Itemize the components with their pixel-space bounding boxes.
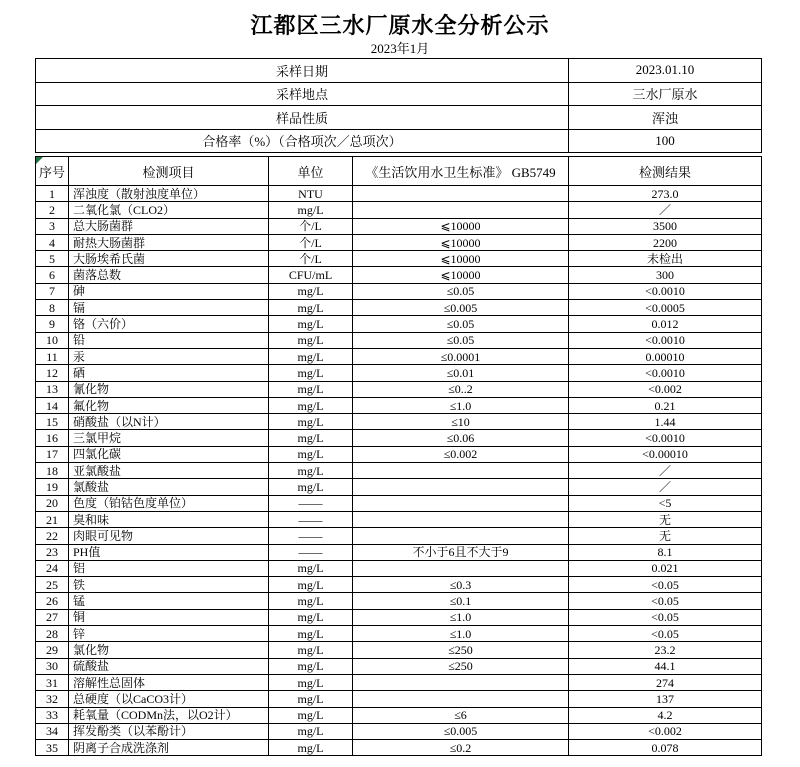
cell-index: 14: [36, 397, 69, 413]
cell-result: 300: [569, 267, 762, 283]
cell-index: 30: [36, 658, 69, 674]
cell-index: 5: [36, 251, 69, 267]
cell-standard: [353, 511, 569, 527]
cell-index: 34: [36, 723, 69, 739]
cell-index: 15: [36, 414, 69, 430]
summary-row: [36, 59, 762, 83]
cell-standard: [353, 479, 569, 495]
table-row: [36, 446, 762, 462]
table-row: [36, 300, 762, 316]
cell-result: <0.002: [569, 723, 762, 739]
cell-item-name: 镉: [69, 300, 269, 316]
cell-unit: mg/L: [269, 414, 353, 430]
cell-result: <0.0010: [569, 332, 762, 348]
table-row: [36, 544, 762, 560]
cell-result: <0.002: [569, 381, 762, 397]
cell-item-name: 总硬度（以CaCO3计）: [69, 691, 269, 707]
cell-standard: [353, 528, 569, 544]
cell-standard: ≤6: [353, 707, 569, 723]
table-row: [36, 723, 762, 739]
summary-value-cell: 三水厂原水: [569, 82, 762, 106]
cell-index: 9: [36, 316, 69, 332]
cell-index: 11: [36, 348, 69, 364]
cell-standard: ≤0.3: [353, 577, 569, 593]
cell-index: 10: [36, 332, 69, 348]
cell-standard: [353, 674, 569, 690]
table-row: [36, 365, 762, 381]
cell-index: 35: [36, 740, 69, 756]
cell-unit: mg/L: [269, 316, 353, 332]
cell-item-name: 锰: [69, 593, 269, 609]
cell-item-name: 耗氧量（CODMn法，以O2计）: [69, 707, 269, 723]
cell-result: 无: [569, 511, 762, 527]
table-row: [36, 658, 762, 674]
cell-standard: ≤0.005: [353, 723, 569, 739]
cell-item-name: 阴离子合成洗涤剂: [69, 740, 269, 756]
col-header-item: 检测项目: [69, 157, 269, 186]
table-row: [36, 186, 762, 202]
cell-unit: mg/L: [269, 609, 353, 625]
table-row: [36, 202, 762, 218]
table-row: [36, 283, 762, 299]
cell-unit: ——: [269, 511, 353, 527]
cell-result: 4.2: [569, 707, 762, 723]
cell-item-name: 硫酸盐: [69, 658, 269, 674]
results-table: [35, 156, 762, 756]
cell-result: 2200: [569, 234, 762, 250]
cell-result: <0.0010: [569, 365, 762, 381]
cell-result: <0.0010: [569, 283, 762, 299]
table-row: [36, 316, 762, 332]
cell-item-name: 砷: [69, 283, 269, 299]
cell-item-name: 氯酸盐: [69, 479, 269, 495]
cell-standard: ≤10: [353, 414, 569, 430]
cell-result: <5: [569, 495, 762, 511]
cell-standard: ≤0.1: [353, 593, 569, 609]
table-row: [36, 511, 762, 527]
col-header-result: 检测结果: [569, 157, 762, 186]
cell-index: 32: [36, 691, 69, 707]
cell-standard: ⩽10000: [353, 218, 569, 234]
cell-unit: ——: [269, 495, 353, 511]
cell-result: 0.012: [569, 316, 762, 332]
cell-item-name: 汞: [69, 348, 269, 364]
cell-standard: ⩽10000: [353, 251, 569, 267]
cell-result: <0.05: [569, 593, 762, 609]
cell-item-name: 铜: [69, 609, 269, 625]
table-row: [36, 609, 762, 625]
cell-item-name: 三氯甲烷: [69, 430, 269, 446]
cell-unit: mg/L: [269, 300, 353, 316]
cell-item-name: 大肠埃希氏菌: [69, 251, 269, 267]
table-row: [36, 218, 762, 234]
cell-unit: mg/L: [269, 430, 353, 446]
col-header-index-label: 序号: [38, 164, 65, 180]
cell-item-name: 色度（铂钴色度单位）: [69, 495, 269, 511]
cell-index: 21: [36, 511, 69, 527]
col-header-unit: 单位: [269, 157, 353, 186]
table-row: [36, 593, 762, 609]
cell-item-name: 铅: [69, 332, 269, 348]
table-row: [36, 495, 762, 511]
table-row: [36, 414, 762, 430]
cell-result: 0.078: [569, 740, 762, 756]
cell-item-name: 氟化物: [69, 397, 269, 413]
cell-unit: mg/L: [269, 348, 353, 364]
summary-label-cell: 样品性质: [36, 106, 569, 130]
cell-unit: mg/L: [269, 658, 353, 674]
summary-value-cell: 2023.01.10: [569, 59, 762, 83]
cell-unit: mg/L: [269, 577, 353, 593]
cell-unit: ——: [269, 528, 353, 544]
cell-unit: 个/L: [269, 218, 353, 234]
cell-index: 22: [36, 528, 69, 544]
cell-unit: mg/L: [269, 691, 353, 707]
cell-standard: ≤0.06: [353, 430, 569, 446]
cell-unit: mg/L: [269, 202, 353, 218]
green-corner-flag-icon: [36, 157, 43, 164]
cell-item-name: 硝酸盐（以N计）: [69, 414, 269, 430]
table-row: [36, 463, 762, 479]
cell-standard: ≤0.002: [353, 446, 569, 462]
cell-standard: ⩽10000: [353, 234, 569, 250]
cell-standard: ≤1.0: [353, 397, 569, 413]
cell-index: 16: [36, 430, 69, 446]
cell-item-name: 肉眼可见物: [69, 528, 269, 544]
cell-standard: [353, 463, 569, 479]
cell-item-name: 溶解性总固体: [69, 674, 269, 690]
cell-unit: mg/L: [269, 593, 353, 609]
cell-unit: mg/L: [269, 479, 353, 495]
cell-standard: ≤0..2: [353, 381, 569, 397]
cell-unit: mg/L: [269, 332, 353, 348]
cell-index: 18: [36, 463, 69, 479]
cell-standard: ≤0.05: [353, 316, 569, 332]
cell-index: 4: [36, 234, 69, 250]
cell-standard: [353, 202, 569, 218]
table-row: [36, 381, 762, 397]
table-row: [36, 528, 762, 544]
table-row: [36, 560, 762, 576]
cell-unit: mg/L: [269, 674, 353, 690]
cell-index: 24: [36, 560, 69, 576]
cell-item-name: 铁: [69, 577, 269, 593]
cell-index: 3: [36, 218, 69, 234]
cell-item-name: 铬（六价）: [69, 316, 269, 332]
cell-unit: mg/L: [269, 723, 353, 739]
cell-unit: mg/L: [269, 740, 353, 756]
cell-result: 0.021: [569, 560, 762, 576]
table-row: [36, 234, 762, 250]
cell-item-name: 氰化物: [69, 381, 269, 397]
cell-standard: 不小于6且不大于9: [353, 544, 569, 560]
cell-unit: mg/L: [269, 446, 353, 462]
cell-standard: ≤0.05: [353, 332, 569, 348]
cell-result: <0.0005: [569, 300, 762, 316]
cell-item-name: 菌落总数: [69, 267, 269, 283]
header-row: [36, 157, 762, 186]
summary-label-cell: 采样日期: [36, 59, 569, 83]
summary-row: [36, 82, 762, 106]
cell-unit: ——: [269, 544, 353, 560]
report-month: 2023年1月: [370, 41, 430, 56]
table-row: [36, 348, 762, 364]
cell-index: 12: [36, 365, 69, 381]
cell-result: ／: [569, 202, 762, 218]
summary-row: [36, 129, 762, 153]
table-row: [36, 397, 762, 413]
cell-unit: 个/L: [269, 251, 353, 267]
summary-label-cell: 合格率（%）（合格项次／总项次）: [36, 129, 569, 153]
cell-index: 17: [36, 446, 69, 462]
table-row: [36, 479, 762, 495]
summary-table: [35, 58, 762, 153]
cell-standard: ≤250: [353, 642, 569, 658]
summary-value-cell: 100: [569, 129, 762, 153]
cell-result: 1.44: [569, 414, 762, 430]
summary-row: [36, 106, 762, 130]
cell-result: <0.05: [569, 609, 762, 625]
cell-item-name: PH值: [69, 544, 269, 560]
col-header-index: [36, 157, 69, 186]
table-row: [36, 267, 762, 283]
cell-unit: mg/L: [269, 463, 353, 479]
summary-value-cell: 浑浊: [569, 106, 762, 130]
cell-index: 7: [36, 283, 69, 299]
cell-result: <0.0010: [569, 430, 762, 446]
cell-unit: mg/L: [269, 381, 353, 397]
page-title: 江都区三水厂原水全分析公示: [250, 13, 550, 38]
table-row: [36, 740, 762, 756]
cell-item-name: 浑浊度（散射浊度单位）: [69, 186, 269, 202]
table-row: [36, 430, 762, 446]
cell-index: 1: [36, 186, 69, 202]
cell-unit: mg/L: [269, 707, 353, 723]
table-row: [36, 332, 762, 348]
cell-index: 19: [36, 479, 69, 495]
cell-standard: ≤1.0: [353, 626, 569, 642]
cell-result: <0.05: [569, 626, 762, 642]
table-row: [36, 674, 762, 690]
cell-result: 0.21: [569, 397, 762, 413]
cell-standard: ≤0.0001: [353, 348, 569, 364]
cell-result: 137: [569, 691, 762, 707]
cell-result: 3500: [569, 218, 762, 234]
cell-index: 23: [36, 544, 69, 560]
table-row: [36, 691, 762, 707]
table-row: [36, 642, 762, 658]
cell-index: 6: [36, 267, 69, 283]
cell-index: 27: [36, 609, 69, 625]
cell-result: 273.0: [569, 186, 762, 202]
cell-index: 13: [36, 381, 69, 397]
table-row: [36, 577, 762, 593]
table-row: [36, 626, 762, 642]
cell-standard: ⩽10000: [353, 267, 569, 283]
cell-standard: ≤250: [353, 658, 569, 674]
cell-standard: [353, 186, 569, 202]
cell-unit: 个/L: [269, 234, 353, 250]
table-row: [36, 251, 762, 267]
cell-result: 无: [569, 528, 762, 544]
cell-result: 44.1: [569, 658, 762, 674]
cell-standard: [353, 691, 569, 707]
cell-item-name: 亚氯酸盐: [69, 463, 269, 479]
cell-index: 25: [36, 577, 69, 593]
cell-result: 274: [569, 674, 762, 690]
cell-unit: mg/L: [269, 365, 353, 381]
table-row: [36, 707, 762, 723]
tables-wrap: [35, 58, 761, 756]
cell-standard: [353, 495, 569, 511]
cell-result: 23.2: [569, 642, 762, 658]
cell-unit: mg/L: [269, 626, 353, 642]
cell-item-name: 挥发酚类（以苯酚计）: [69, 723, 269, 739]
cell-index: 33: [36, 707, 69, 723]
cell-standard: ≤0.2: [353, 740, 569, 756]
cell-index: 29: [36, 642, 69, 658]
cell-standard: ≤0.01: [353, 365, 569, 381]
cell-result: 8.1: [569, 544, 762, 560]
cell-index: 26: [36, 593, 69, 609]
cell-result: <0.05: [569, 577, 762, 593]
cell-result: ／: [569, 463, 762, 479]
cell-item-name: 臭和味: [69, 511, 269, 527]
cell-result: <0.00010: [569, 446, 762, 462]
cell-item-name: 硒: [69, 365, 269, 381]
cell-index: 31: [36, 674, 69, 690]
cell-standard: [353, 560, 569, 576]
cell-item-name: 总大肠菌群: [69, 218, 269, 234]
cell-result: 0.00010: [569, 348, 762, 364]
cell-standard: ≤0.05: [353, 283, 569, 299]
cell-item-name: 铝: [69, 560, 269, 576]
cell-unit: mg/L: [269, 560, 353, 576]
cell-item-name: 四氯化碳: [69, 446, 269, 462]
cell-index: 20: [36, 495, 69, 511]
cell-index: 28: [36, 626, 69, 642]
cell-index: 8: [36, 300, 69, 316]
col-header-standard: 《生活饮用水卫生标准》 GB5749: [353, 157, 569, 186]
cell-result: ／: [569, 479, 762, 495]
cell-standard: ≤0.005: [353, 300, 569, 316]
cell-unit: mg/L: [269, 642, 353, 658]
cell-unit: NTU: [269, 186, 353, 202]
cell-result: 未检出: [569, 251, 762, 267]
cell-standard: ≤1.0: [353, 609, 569, 625]
cell-item-name: 耐热大肠菌群: [69, 234, 269, 250]
cell-unit: CFU/mL: [269, 267, 353, 283]
cell-unit: mg/L: [269, 397, 353, 413]
cell-index: 2: [36, 202, 69, 218]
cell-item-name: 锌: [69, 626, 269, 642]
summary-label-cell: 采样地点: [36, 82, 569, 106]
cell-item-name: 二氧化氯（CLO2）: [69, 202, 269, 218]
cell-item-name: 氯化物: [69, 642, 269, 658]
cell-unit: mg/L: [269, 283, 353, 299]
